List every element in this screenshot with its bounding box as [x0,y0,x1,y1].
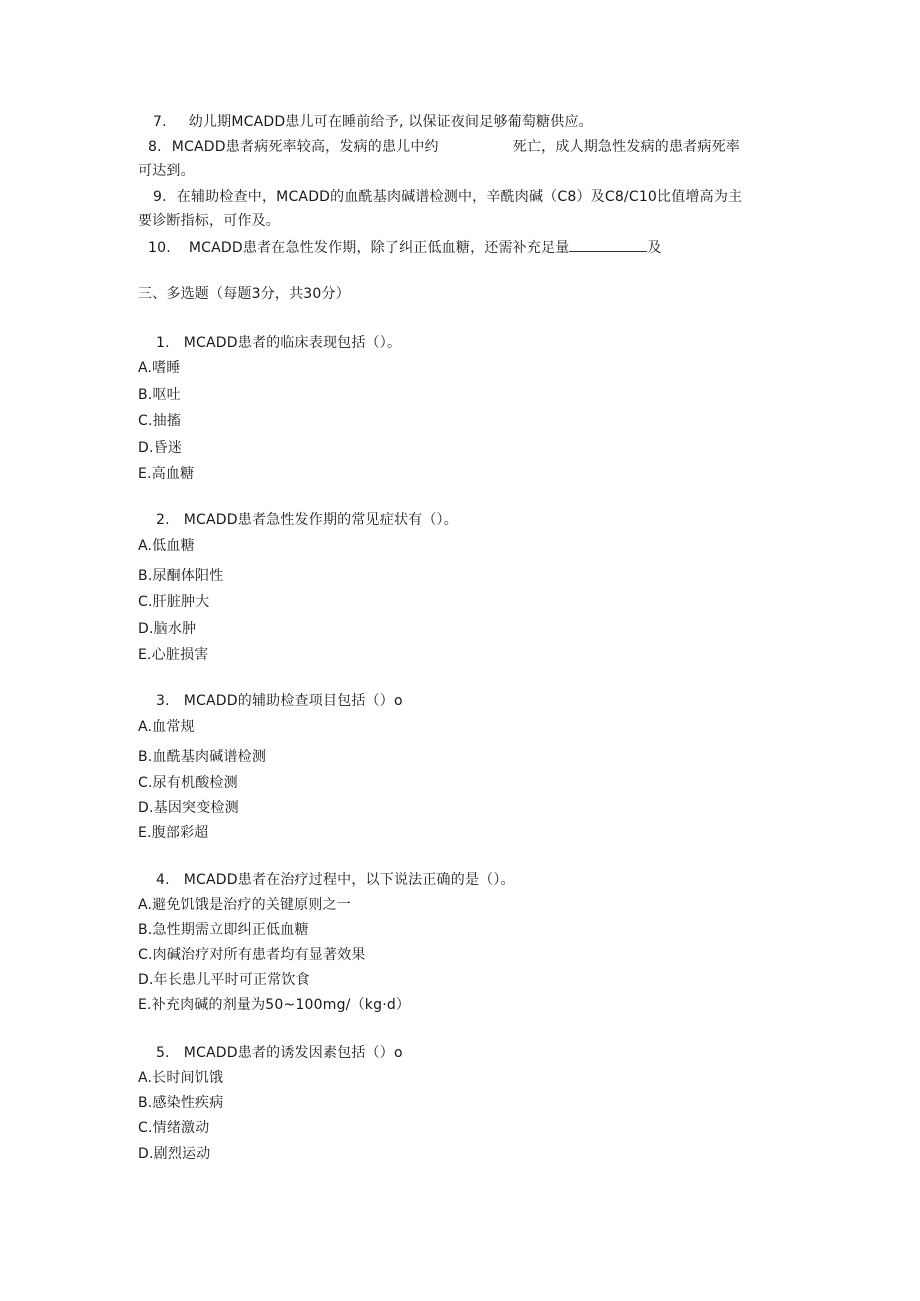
question-number: 8. [148,139,162,155]
option-c: C.抽搐 [138,413,182,429]
option-a: A.避免饥饿是治疗的关键原则之一 [138,897,351,913]
option-e: E.高血糖 [138,466,195,482]
option-c: C.肝脏肿大 [138,594,210,610]
option-b: B.感染性疾病 [138,1095,224,1111]
option-d: D.剧烈运动 [138,1146,211,1162]
section-title: 三、多选题（每题3分，共30分） [138,286,350,302]
question-text-continued: 要诊断指标，可作及。 [138,213,280,229]
option-b: B.血酰基肉碱谱检测 [138,749,267,765]
question-text: MCADD患者在急性发作期，除了纠正低血糖，还需补充足量 [188,240,570,256]
question-number: 10. [148,240,171,256]
option-d: D.脑水肿 [138,621,197,637]
question-text-part2: 死亡，成人期急性发病的患者病死率 [512,139,740,155]
option-d: D.昏迷 [138,440,183,456]
option-a: A.长时间饥饿 [138,1070,224,1086]
option-e: E.心脏损害 [138,647,209,663]
question-number: 3. [156,693,170,709]
option-e: E.腹部彩超 [138,825,209,841]
question-text: 幼儿期MCADD患儿可在睡前给予, 以保证夜间足够葡萄糖供应。 [188,114,593,130]
question-stem: MCADD患者急性发作期的常见症状有（）。 [183,512,458,528]
option-b: B.急性期需立即纠正低血糖 [138,922,309,938]
fill-question-7 [153,112,593,132]
question-stem: MCADD患者的临床表现包括（）。 [183,335,402,351]
option-b: B.呕吐 [138,387,181,403]
question-text: 在辅助检查中，MCADD的血酰基肉碱谱检测中，辛酰肉碱（C8）及C8/C10比值增高为主 [176,189,743,205]
question-number: 2. [156,512,170,528]
question-number: 1. [156,335,170,351]
answer-blank[interactable] [569,237,647,252]
fill-question-9-continued [138,211,280,231]
question-stem: MCADD患者的诱发因素包括（）o [183,1045,403,1061]
option-d: D.基因突变检测 [138,800,239,816]
option-c: C.尿有机酸检测 [138,775,238,791]
option-a: A.嗜睡 [138,360,181,376]
question-1 [156,333,401,353]
fill-question-9 [153,187,742,207]
option-c: C.情绪激动 [138,1120,210,1136]
question-number: 9. [153,189,167,205]
option-a: A.低血糖 [138,538,195,554]
question-number: 7. [153,114,167,130]
question-3 [156,691,403,711]
question-text-continued: 可达到。 [138,163,195,179]
fill-question-8 [148,137,740,157]
option-c: C.肉碱治疗对所有患者均有显著效果 [138,947,366,963]
fill-question-8-continued [138,161,195,181]
option-b: B.尿酮体阳性 [138,568,224,584]
option-d: D.年长患儿平时可正常饮食 [138,972,310,988]
question-stem: MCADD的辅助检查项目包括（）o [183,693,403,709]
fill-question-10 [148,237,662,258]
question-stem: MCADD患者在治疗过程中，以下说法正确的是（）。 [183,872,515,888]
question-text-part1: MCADD患者病死率较高，发病的患儿中约 [171,139,439,155]
question-number: 5. [156,1045,170,1061]
question-number: 4. [156,872,170,888]
question-text-tail: 及 [647,240,662,256]
question-2 [156,510,458,530]
question-4 [156,870,515,890]
option-a: A.血常规 [138,719,195,735]
question-5 [156,1043,403,1063]
option-e: E.补充肉碱的剂量为50~100mg/（kg·d） [138,997,411,1013]
